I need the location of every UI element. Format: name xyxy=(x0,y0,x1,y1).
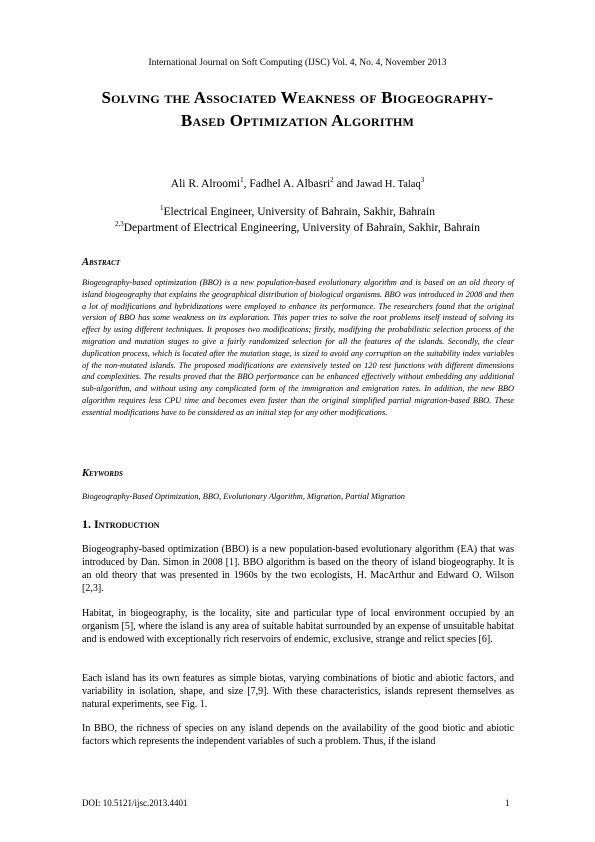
affiliation-text: Department of Electrical Engineering, University of Bahrain, Sakhir, Bahrain xyxy=(123,222,480,234)
body-paragraph: Each island has its own features as simple biotas, varying combinations of biotic and abiotic factors, and variability in isolation, shape, and size [7,9]. With these characteristics, islands represent themselves as natural experiments, see Fig. 1. xyxy=(82,673,514,710)
author-separator: , xyxy=(243,178,250,190)
abstract-text: Biogeography-based optimization (BBO) is a new population-based evolutionary algorithm and is based on an old theory of island biogeography that explains the geographical distribution of biological organisms. BBO was introduced in 2008 and then a lot of modifications and hybridizations were employed to enhance its performance. The researchers found that the original version of BBO has some weakness on its exploration. This paper tries to solve the root problems itself instead of solving its effect by using different techniques. It proposes two modifications; firstly, modifying the probabilistic selection process of the migration and mutation stages to give a fairly randomized selection for all the features of the islands. Secondly, the clear duplication process, which is located after the mutation stage, is sized to avoid any corruption on the suitability index variables of the non-mutated islands. The proposed modifications are extensively tested on 120 test functions with different dimensions and complexities. The results proved that the BBO performance can be enhanced effectively without embedding any additional sub-algorithm, and without using any complicated form of the immigration and emigration rates. In addition, the new BBO algorithm requires less CPU time and becomes even faster than the original simplified partial migration-based BBO. These essential modifications have to be considered as an initial step for any other modifications. xyxy=(82,278,514,417)
introduction-heading: 1. Introduction xyxy=(82,517,160,531)
affiliation-marker: 2,3 xyxy=(115,220,124,228)
keywords-heading: Keywords xyxy=(82,468,123,479)
paper-title: Solving the Associated Weakness of Biogeography-Based Optimization Algorithm xyxy=(101,88,494,130)
doi-footer: DOI: 10.5121/ijsc.2013.4401 xyxy=(82,798,188,808)
author-affil-marker: 3 xyxy=(420,176,425,184)
author-name: Jawad H. Talaq xyxy=(356,179,421,190)
author-name: Fadhel A. Albasri xyxy=(249,178,331,190)
body-paragraph: Habitat, in biogeography, is the locality, site and particular type of local environment occupied by an organism [5], where the island is any area of suitable habitat surrounded by an expense of unsuitable habitat and is endowed with exceptionally rich reservoirs of endemic, exclusive, strange and relict species [6]. xyxy=(82,608,514,645)
author-name: Ali R. Alroomi xyxy=(170,178,241,190)
author-affil-marker: 1 xyxy=(240,176,244,184)
affiliation xyxy=(0,220,595,234)
author-list xyxy=(0,176,595,190)
page-number: 1 xyxy=(505,798,510,808)
author-affil-marker: 2 xyxy=(330,176,334,184)
affiliation-marker: 1 xyxy=(160,204,164,212)
affiliation-text: Electrical Engineer, University of Bahrain, Sakhir, Bahrain xyxy=(163,206,435,218)
journal-header: International Journal on Soft Computing (IJSC) Vol. 4, No. 4, November 2013 xyxy=(148,58,447,68)
body-paragraph: Biogeography-based optimization (BBO) is a new population-based evolutionary algorithm (EA) that was introduced by Dan. Simon in 2008 [1]. BBO algorithm is based on the theory of island biogeography. It is an old theory that was presented in 1960s by the two ecologists, H. MacArthur and Edward O. Wilson [2,3]. xyxy=(82,544,514,594)
keywords-text: Biogeography-Based Optimization, BBO, Evolutionary Algorithm, Migration, Partial Migration xyxy=(82,492,405,501)
abstract-heading: Abstract xyxy=(82,257,121,268)
body-paragraph: In BBO, the richness of species on any island depends on the availability of the good biotic and abiotic factors which represents the independent variables of such a problem. Thus, if the island xyxy=(82,723,514,747)
author-separator: and xyxy=(333,178,357,190)
affiliation xyxy=(0,204,595,218)
